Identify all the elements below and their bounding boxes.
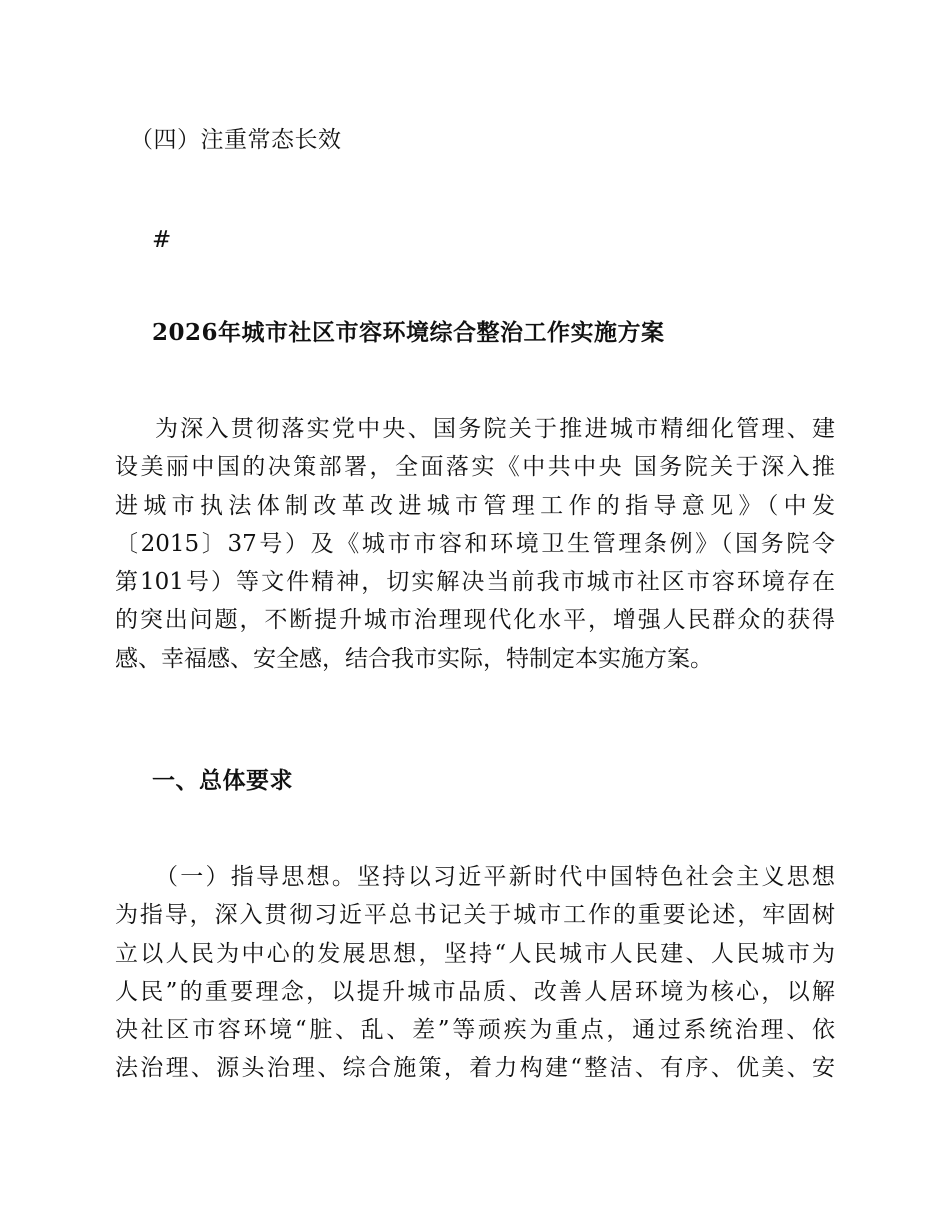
paragraph-line: 决社区市容环境“脏、乱、差”等顽疾为重点，通过系统治理、依 xyxy=(115,1017,835,1044)
sub-heading: （四）注重常态长效 xyxy=(130,127,342,153)
section-heading: 一、总体要求 xyxy=(152,767,293,794)
document-title: 2026年城市社区市容环境综合整治工作实施方案 xyxy=(152,319,665,346)
paragraph-line: 人民”的重要理念，以提升城市品质、改善人居环境为核心，以解 xyxy=(115,978,835,1005)
paragraph-line: 法治理、源头治理、综合施策，着力构建“整洁、有序、优美、安 xyxy=(115,1055,835,1082)
intro-paragraph xyxy=(115,414,835,682)
guiding-paragraph xyxy=(115,862,835,1092)
paragraph-line: 立以人民为中心的发展思想，坚持“人民城市人民建、人民城市为 xyxy=(115,940,835,967)
paragraph-line: 的突出问题，不断提升城市治理现代化水平，增强人民群众的获得 xyxy=(115,607,835,634)
paragraph-line: 进城市执法体制改革改进城市管理工作的指导意见》（中发 xyxy=(115,492,835,519)
paragraph-line: （一）指导思想。坚持以习近平新时代中国特色社会主义思想 xyxy=(155,864,835,890)
paragraph-line: 为指导，深入贯彻习近平总书记关于城市工作的重要论述，牢固树 xyxy=(115,902,835,929)
paragraph-line: 感、幸福感、安全感，结合我市实际，特制定本实施方案。 xyxy=(115,645,713,672)
hash-mark: # xyxy=(152,227,172,253)
paragraph-line: 第101号）等文件精神，切实解决当前我市城市社区市容环境存在 xyxy=(115,569,835,596)
paragraph-line: 为深入贯彻落实党中央、国务院关于推进城市精细化管理、建 xyxy=(155,416,835,442)
paragraph-line: 〔2015〕37号）及《城市市容和环境卫生管理条例》（国务院令 xyxy=(115,530,835,557)
paragraph-line: 设美丽中国的决策部署，全面落实《中共中央 国务院关于深入推 xyxy=(115,454,835,481)
